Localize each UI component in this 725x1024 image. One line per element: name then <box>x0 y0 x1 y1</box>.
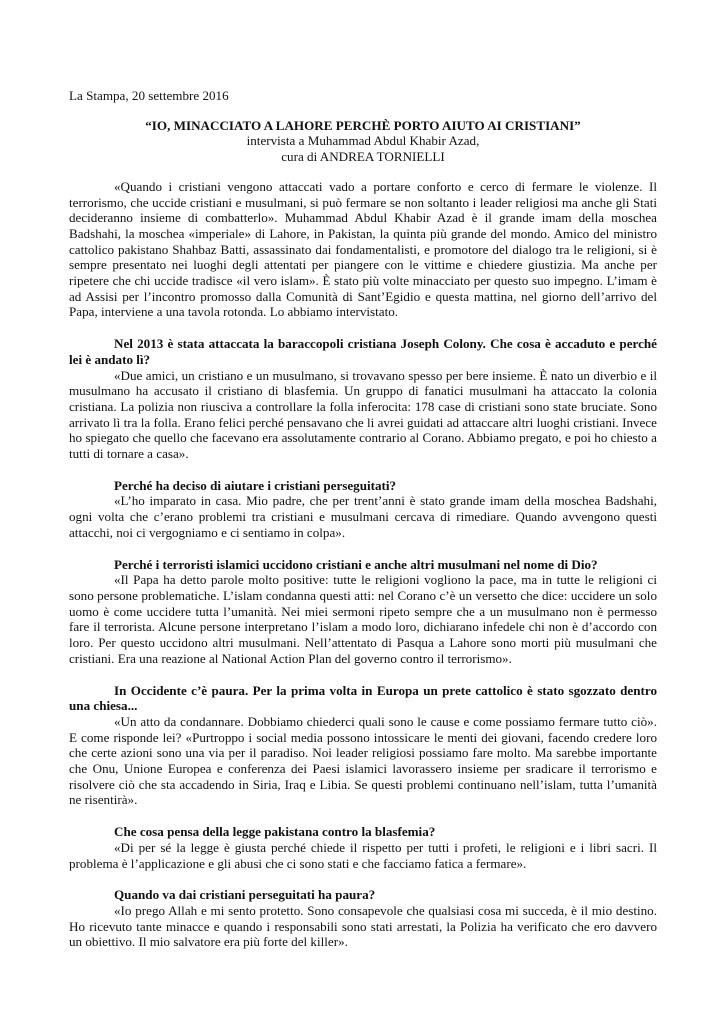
source-line: La Stampa, 20 settembre 2016 <box>69 88 229 103</box>
answer-3: «Il Papa ha detto parole molto positive: tutte le religioni vogliono la pace, ma in tutte le religioni ci sono persone problematiche. L’islam condanna questi atti: nel Corano c’è un versetto che dice: uccidere un solo uomo è come uccidere tutta l’umanità. Nei miei sermoni ripeto sempre che a un musulmano non è permesso fare il terrorista. Alcune persone interpretano l’islam a modo loro, dichiarano infedele chi non è d’accordo con loro. Per questo uccidono altri musulmani. Nell’attentato di Pasqua a Lahore sono morti più musulmani che cristiani. Era una reazione al National Action Plan del governo contro il terrorismo». <box>69 572 657 666</box>
answer-5: «Di per sé la legge è giusta perché chiede il rispetto per tutti i profeti, le religioni e i libri sacri. Il problema è l’applicazione e gli abusi che ci sono stati e che facciamo fatica a fermare». <box>69 839 657 871</box>
answer-6: «Io prego Allah e mi sento protetto. Sono consapevole che qualsiasi cosa mi succeda, è il mio destino. Ho ricevuto tante minacce e quando i responsabili sono stati arrestati, la Polizia ha verificato che ero davvero un obiettivo. Il mio salvatore era più forte del killer». <box>69 902 657 950</box>
question-5: Che cosa pensa della legge pakistana contro la blasfemia? <box>114 824 436 840</box>
article <box>69 88 657 950</box>
intro-paragraph: «Quando i cristiani vengono attaccati vado a portare conforto e cerco di fermare le violenze. Il terrorismo, che uccide cristiani e musulmani, si può fermare se non soltanto i leader religiosi ma anche gli Stati decideranno insieme di combatterlo». Muhammad Abdul Khabir Azad è il grande imam della moschea Badshahi, la moschea «imperiale» di Lahore, in Pakistan, la quinta più grande del mondo. Amico del ministro cattolico pakistano Shahbaz Batti, assassinato dai fondamentalisti, e promotore del dialogo tra le religioni, si è sempre presentato nei luoghi degli attentati per piangere con le vittime e chiedere giustizia. Ma anche per ripetere che chi uccide tradisce «il vero islam». È stato più volte minacciato per questo suo impegno. L’imam è ad Assisi per l’incontro promosso dalla Comunità di Sant’Egidio e questa mattina, nel giorno dell’arrivo del Papa, interviene a una tavola rotonda. Lo abbiamo intervistato. <box>69 178 657 320</box>
answer-2: «L’ho imparato in casa. Mio padre, che per trent’anni è stato grande imam della moschea Badshahi, ogni volta che c’erano problemi tra cristiani e musulmani cercava di rimediare. Quando avvengono questi attacchi, noi ci vergogniamo e ci sentiamo in colpa». <box>69 493 657 540</box>
question-4: In Occidente c’è paura. Per la prima volta in Europa un prete cattolico è stato sgozzato dentro una chiesa... <box>69 682 657 714</box>
answer-1: «Due amici, un cristiano e un musulmano, si trovavano spesso per bere insieme. È nato un diverbio e il musulmano ha accusato il cristiano di blasfemia. Un gruppo di fanatici musulmani ha attaccato la colonia cristiana. La polizia non riusciva a controllare la folla inferocita: 178 case di cristiani sono state bruciate. Sono arrivato lì tra la folla. Erano felici perché pensavano che li avrei guidati ad attaccare altri luoghi cristiani. Invece ho spiegato che quello che facevano era assolutamente contrario al Corano. Abbiamo pregato, e poi ho chiesto a tutti di tornare a casa». <box>69 367 657 462</box>
question-2: Perché ha deciso di aiutare i cristiani perseguitati? <box>114 477 397 493</box>
article-title: “IO, MINACCIATO A LAHORE PERCHÈ PORTO AIUTO AI CRISTIANI” <box>145 117 581 133</box>
answer-4: «Un atto da condannare. Dobbiamo chiederci quali sono le cause e come possiamo fermare tutto ciò». E come risponde lei? «Purtroppo i social media possono intossicare le menti dei giovani, facendo credere loro che certe azioni sono una via per il paradiso. Noi leader religiosi possiamo fare molto. Ma sarebbe importante che Onu, Unione Europea e conferenza dei Paesi islamici lavorassero insieme per sradicare il terrorismo e risolvere ciò che sta accadendo in Siria, Iraq e Libia. Se questi problemi continuano nell’islam, tutta l’umanità ne risentirà». <box>69 713 657 808</box>
question-1: Nel 2013 è stata attaccata la baraccopoli cristiana Joseph Colony. Che cosa è accaduto e perché lei è andato lì? <box>69 336 657 367</box>
article-header <box>69 118 657 165</box>
question-6: Quando va dai cristiani perseguitati ha paura? <box>114 887 376 903</box>
author-credit: cura di ANDREA TORNIELLI <box>281 149 445 165</box>
interview-subtitle: intervista a Muhammad Abdul Khabir Azad, <box>246 133 480 149</box>
question-3: Perché i terroristi islamici uccidono cristiani e anche altri musulmani nel nome di Dio? <box>114 556 598 572</box>
